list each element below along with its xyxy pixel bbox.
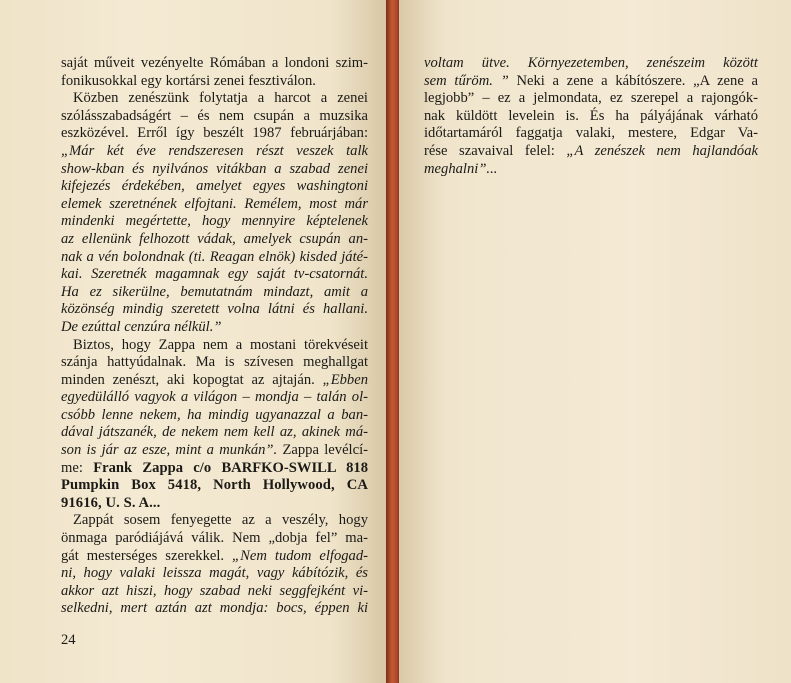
text-line: az ellenünk felhozott vádak, amelyek csupán an-: [61, 230, 368, 247]
text-line: 91616, U. S. A...: [61, 494, 161, 511]
text-line: kifejezés érdekében, amelyet egyes washingtoni: [61, 178, 368, 195]
text-line: son is jár az esze, mint a munkán”. Zappa levélcí-: [61, 442, 368, 459]
text-line: gát mesterséges szerekkel. „Nem tudom elfogad-: [61, 547, 368, 564]
text-line: voltam ütve. Környezetemben, zenészeim között: [424, 55, 758, 71]
right-page: [399, 0, 791, 683]
text-line: önmaga paródiájává válik. Nem „dobja fel” ma-: [61, 530, 368, 547]
text-line: csóbb lenne nekem, ha mindig ugyanazzal a ban-: [61, 406, 368, 423]
text-line: mindenki megértette, hogy mennyire képtelenek: [61, 213, 368, 230]
text-line: De ezúttal cenzúra nélkül.”: [61, 318, 222, 335]
text-line: sem tűröm. ” Neki a zene a kábítószere. „A zene a: [424, 72, 758, 89]
text-line: kai. Szeretnék magamnak egy saját tv-csatornát.: [61, 266, 368, 283]
text-line: Ha ez sikerülne, bemutatnám mindazt, amit a: [61, 283, 368, 300]
text-line: Biztos, hogy Zappa nem a mostani törekvéseit: [73, 336, 368, 353]
text-line: egyedülálló vagyok a világon – mondja – talán ol-: [61, 389, 368, 406]
text-line: nak küldött levelein is. És ha pályájának várható: [424, 107, 758, 124]
text-line: eszközével. Erről így beszélt 1987 februárjában:: [61, 125, 368, 142]
right-page-text: [424, 55, 758, 178]
text-line: „Már két éve rendszeresen részt veszek talk: [61, 142, 368, 159]
text-line: ni, hogy valaki leissza magát, vagy kábítózik, és: [61, 565, 368, 582]
text-line: Zappát sosem fenyegette az a veszély, hogy: [73, 512, 368, 529]
text-line: selkedni, mert aztán azt mondja: bocs, éppen ki: [61, 600, 368, 617]
left-page-text: [61, 55, 368, 618]
text-line: meghalni”...: [424, 160, 498, 177]
text-line: nak a vén bolondnak (ti. Reagan elnök) kisded játé-: [61, 248, 368, 265]
left-page: [0, 0, 388, 683]
page-number: 24: [61, 632, 76, 648]
text-line: minden zenészt, aki kopogtat az ajtaján. „Ebben: [61, 371, 368, 388]
text-line: show-kban és nyilvános vitákban a szabad zenei: [61, 160, 368, 177]
text-line: me: Frank Zappa c/o BARFKO-SWILL 818: [61, 459, 368, 476]
text-line: közönség mindig szeretett volna látni és hallani.: [61, 301, 368, 318]
text-line: fonikusokkal egy kortársi zenei fesztiválon.: [61, 72, 316, 89]
text-line: rése szavaival felel: „A zenészek nem hajlandóak: [424, 142, 758, 159]
text-line: Pumpkin Box 5418, North Hollywood, CA: [61, 477, 368, 494]
text-line: időtartamáról faggatja valaki, mestere, Edgar Va-: [424, 125, 758, 142]
text-line: elemek szeretnének elfojtani. Remélem, most már: [61, 195, 368, 212]
text-line: szánja hattyúdalnak. Ma is szívesen meghallgat: [61, 354, 368, 371]
text-line: akkor azt hiszi, hogy szabad neki seggfejként vi-: [61, 582, 368, 599]
text-line: Közben zenészünk folytatja a harcot a zenei: [73, 90, 368, 107]
text-line: legjobb” – ez a jelmondata, ez szerepel a rajongók-: [424, 90, 758, 107]
text-line: saját műveit vezényelte Rómában a londoni szim-: [61, 55, 368, 71]
text-line: szólásszabadságért – és nem csupán a muzsika: [61, 107, 368, 124]
text-line: dával játszanék, de nekem nem kell az, akinek má-: [61, 424, 368, 441]
